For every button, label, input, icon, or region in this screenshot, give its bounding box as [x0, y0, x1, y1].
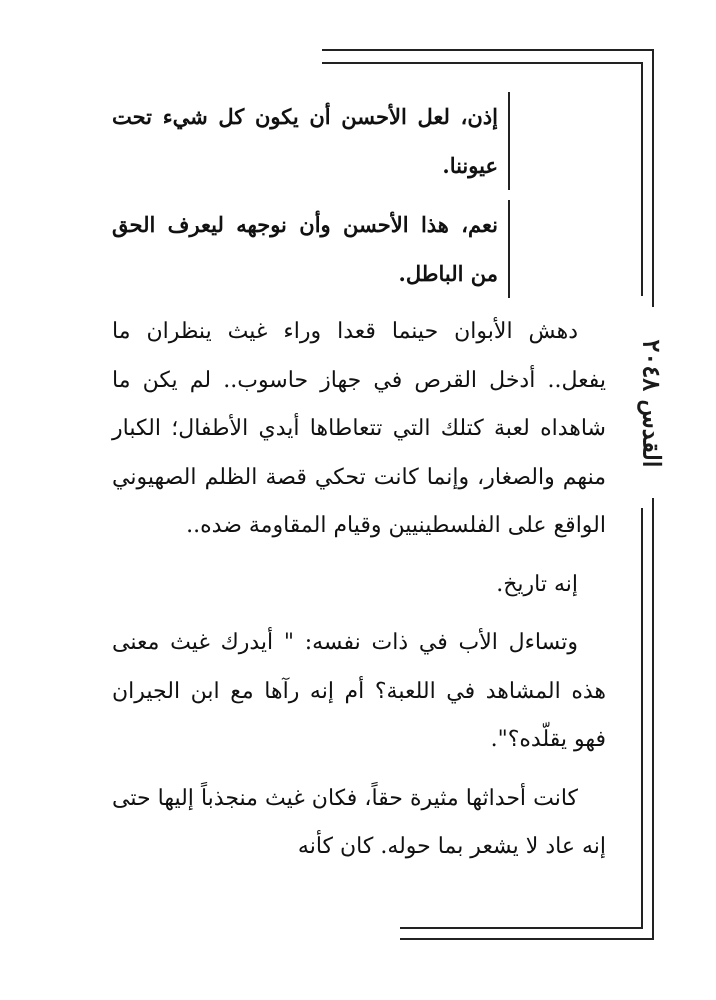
dialog-text: إذن، لعل الأحسن أن يكون كل شيء تحت عيوننا.: [112, 104, 498, 178]
frame-top-inner: [322, 62, 643, 64]
frame-bottom-outer: [400, 938, 654, 940]
paragraph: وتساءل الأب في ذات نفسه: " أيدرك غيث معنى هذه المشاهد في اللعبة؟ أم إنه رآها مع ابن الجيران فهو يقلّده؟".: [112, 630, 606, 752]
dialog-line: [112, 92, 510, 190]
running-title-text: القدس ٢٠٤٨: [637, 339, 667, 467]
dialog-text: نعم، هذا الأحسن وأن نوجهه ليعرف الحق من الباطل.: [112, 212, 498, 286]
running-title: [612, 318, 692, 488]
frame-right-outer: [652, 49, 654, 307]
page-content: [112, 92, 606, 882]
frame-right-bottom-inner: [641, 508, 643, 928]
paragraph: كانت أحداثها مثيرة حقاً، فكان غيث منجذباً إليها حتى إنه عاد لا يشعر بما حوله. كان كأنه: [112, 785, 606, 859]
frame-right-bottom-outer: [652, 498, 654, 940]
paragraph: إنه تاريخ.: [496, 571, 578, 597]
frame-right-inner: [641, 62, 643, 296]
frame-top-outer: [322, 49, 654, 51]
frame-bottom-inner: [400, 927, 643, 929]
dialog-line: [112, 200, 510, 298]
paragraph: دهش الأبوان حينما قعدا وراء غيث ينظران ما يفعل.. أدخل القرص في جهاز حاسوب.. لم يكن ما شاهداه لعبة كتلك التي تتعاطاها أيدي الأطفال؛ الكبار منهم والصغار، وإنما كانت تحكي قصة الظلم الصهيوني الواقع على الفلسطينيين وقيام المقاومة ضده..: [112, 319, 606, 538]
